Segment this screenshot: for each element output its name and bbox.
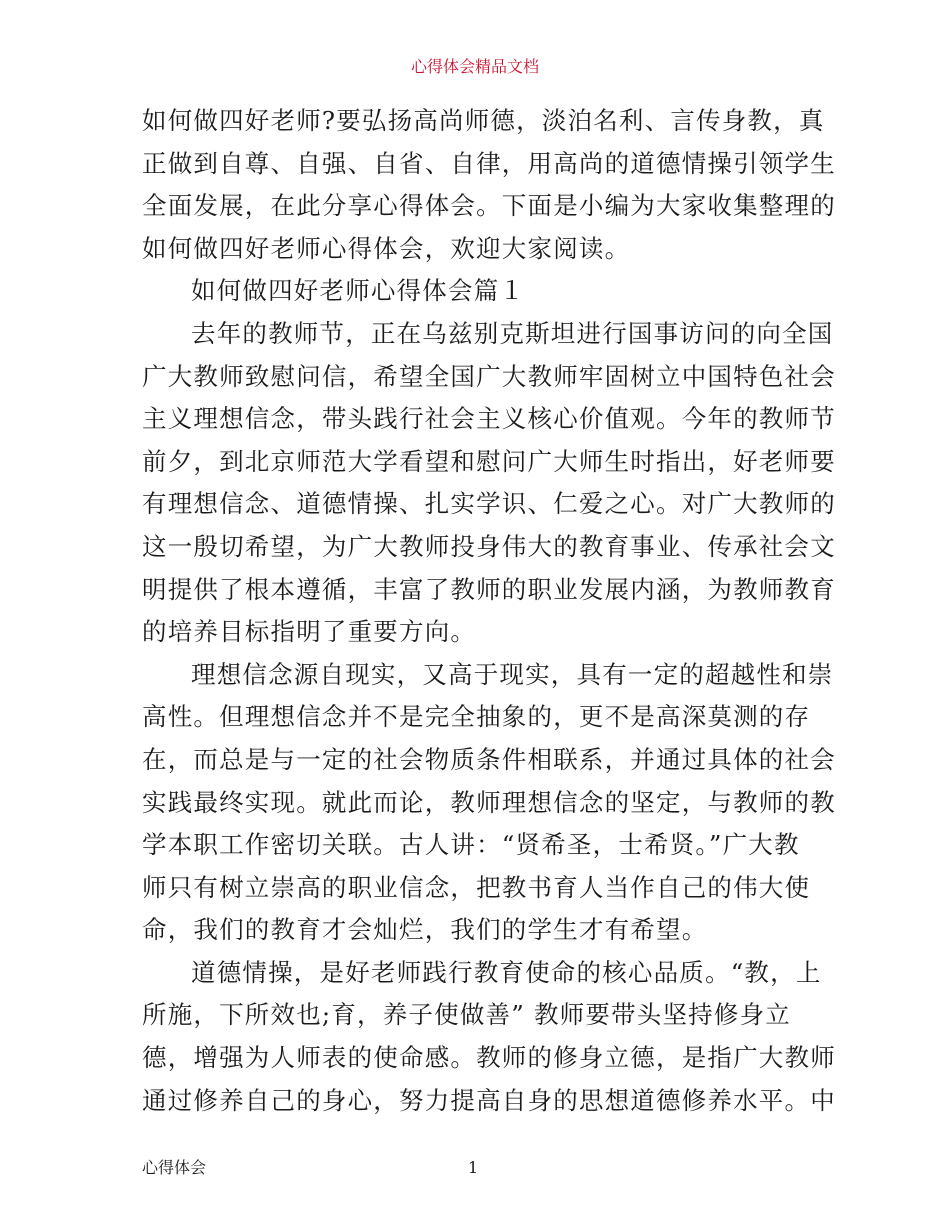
page-number: 1 <box>468 1158 479 1177</box>
text-line: 高性。但理想信念并不是完全抽象的，更不是高深莫测的存 <box>142 702 811 732</box>
text-line: 的培养目标指明了重要方向。 <box>142 617 477 647</box>
text-line: 全面发展，在此分享心得体会。下面是小编为大家收集整理的 <box>142 191 836 221</box>
text-line: 广大教师致慰问信，希望全国广大教师牢固树立中国特色社会 <box>142 361 836 391</box>
document-body <box>142 100 836 1122</box>
text-line: 道德情操，是好老师践行教育使命的核心品质。“教，上 <box>191 957 822 987</box>
text-line: 主义理想信念，带头践行社会主义核心价值观。今年的教师节 <box>142 404 836 434</box>
text-line: 所施，下所效也;育，养子使做善” 教师要带头坚持修身立 <box>142 1000 791 1030</box>
text-line: 去年的教师节，正在乌兹别克斯坦进行国事访问的向全国 <box>191 318 834 348</box>
paragraph-1 <box>142 313 836 654</box>
text-line: 师只有树立崇高的职业信念，把教书育人当作自己的伟大使 <box>142 872 811 902</box>
page-header: 心得体会精品文档 <box>410 57 539 76</box>
text-line: 前夕，到北京师范大学看望和慰问广大师生时指出，好老师要 <box>142 446 836 476</box>
text-line: 命，我们的教育才会灿烂，我们的学生才有希望。 <box>142 915 708 945</box>
section-heading-text: 如何做四好老师心得体会篇１ <box>191 276 526 306</box>
text-line: 在，而总是与一定的社会物质条件相联系，并通过具体的社会 <box>142 744 836 774</box>
section-heading <box>142 270 810 313</box>
paragraph-3 <box>142 952 836 1122</box>
text-line: 如何做四好老师?要弘扬高尚师德，淡泊名利、言传身教，真 <box>142 106 825 135</box>
footer-label: 心得体会 <box>142 1158 207 1177</box>
paragraph-2 <box>142 654 836 952</box>
text-line: 实践最终实现。就此而论，教师理想信念的坚定，与教师的教 <box>142 787 836 817</box>
intro-paragraph <box>142 100 836 270</box>
text-line: 有理想信念、道德情操、扎实学识、仁爱之心。对广大教师的 <box>142 489 836 519</box>
text-line: 学本职工作密切关联。古人讲：“贤希圣，士希贤。”广大教 <box>142 830 800 860</box>
text-line: 德，增强为人师表的使命感。教师的修身立德，是指广大教师 <box>142 1043 836 1073</box>
text-line: 理想信念源自现实，又高于现实，具有一定的超越性和崇 <box>191 659 834 689</box>
text-line: 如何做四好老师心得体会，欢迎大家阅读。 <box>142 233 631 263</box>
text-line: 正做到自尊、自强、自省、自律，用高尚的道德情操引领学生 <box>142 148 836 178</box>
text-line: 通过修养自己的身心，努力提高自身的思想道德修养水平。中 <box>142 1085 836 1115</box>
text-line: 这一殷切希望，为广大教师投身伟大的教育事业、传承社会文 <box>142 531 836 561</box>
text-line: 明提供了根本遵循，丰富了教师的职业发展内涵，为教师教育 <box>142 574 836 604</box>
